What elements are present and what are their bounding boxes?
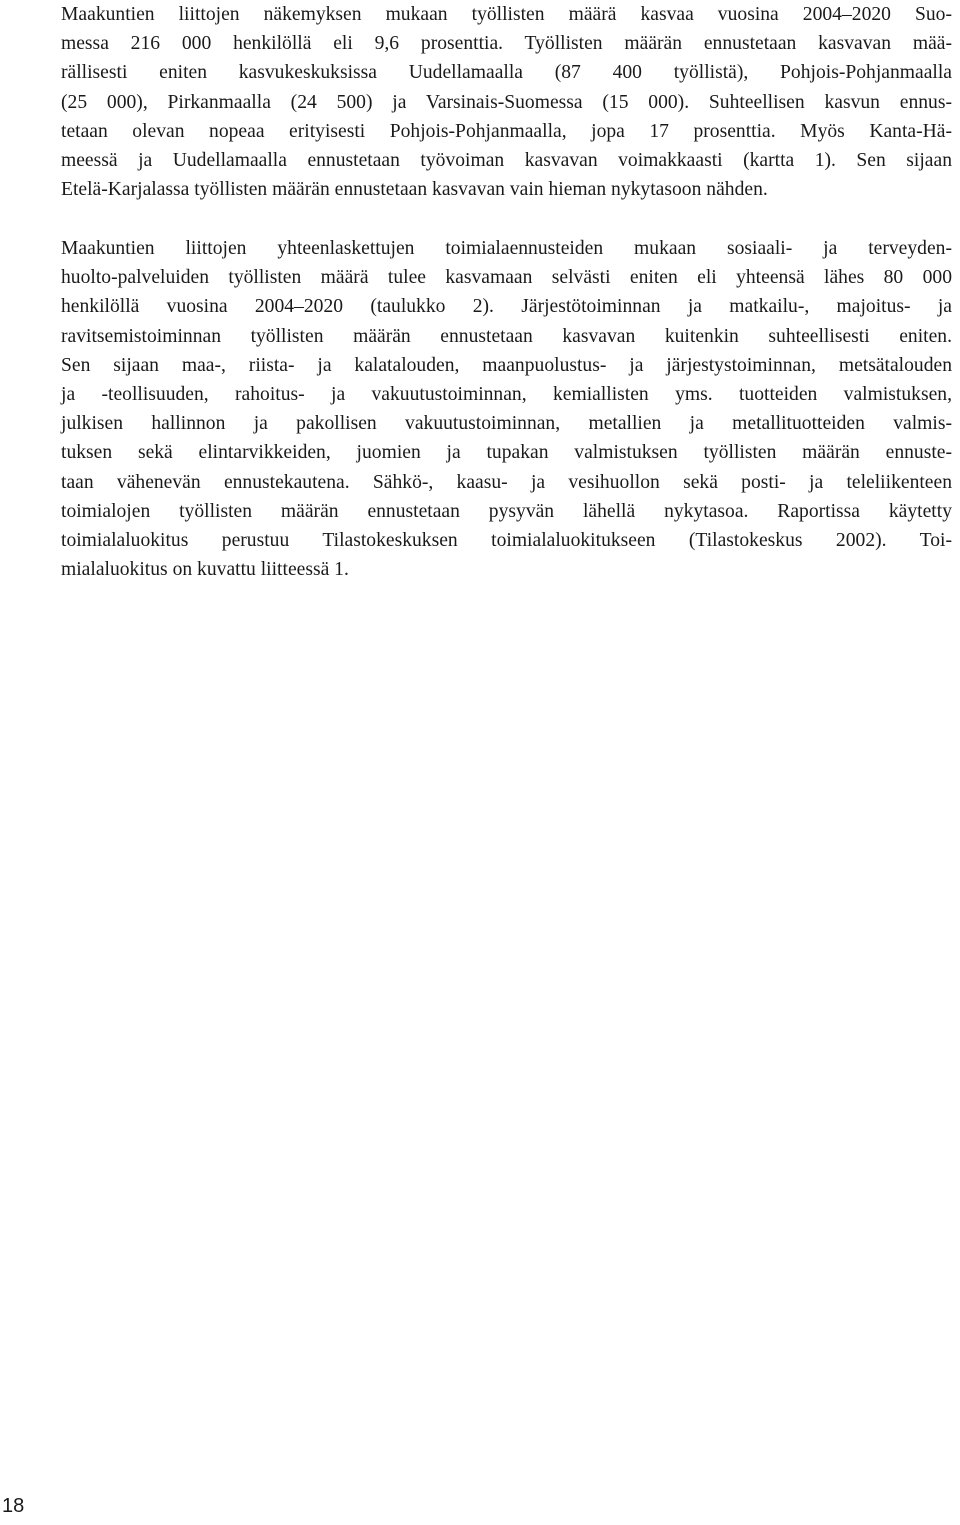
text-line: (25 000), Pirkanmaalla (24 500) ja Varsinais-Suomessa (15 000). Suhteellisen kasvun ennus- [61,91,952,113]
text-line: tuksen sekä elintarvikkeiden, juomien ja tupakan valmistuksen työllisten määrän ennuste- [61,442,952,464]
text-line: mialaluokitus on kuvattu liitteessä 1. [61,559,349,581]
text-line: Sen sijaan maa-, riista- ja kalatalouden, maanpuolustus- ja järjestystoiminnan, metsätalouden [61,354,952,376]
text-line: meessä ja Uudellamaalla ennustetaan työvoiman kasvavan voimakkaasti (kartta 1). Sen sijaan [61,150,952,172]
text-line: Etelä-Karjalassa työllisten määrän ennustetaan kasvavan vain hieman nykytasoon nähden. [61,179,768,201]
text-line: ravitsemistoiminnan työllisten määrän ennustetaan kasvavan kuitenkin suhteellisesti eniten. [61,325,952,347]
text-line: tetaan olevan nopeaa erityisesti Pohjois-Pohjanmaalla, jopa 17 prosenttia. Myös Kanta-Hä- [61,120,952,142]
paragraph-industry-forecast [61,234,952,584]
text-line: huolto-palveluiden työllisten määrä tulee kasvamaan selvästi eniten eli yhteensä lähes 80 000 [61,267,952,289]
text-line: toimialaluokitus perustuu Tilastokeskuksen toimialaluokitukseen (Tilastokeskus 2002). Toi- [61,530,952,552]
paragraph-employment-growth [61,0,952,204]
text-line: taan vähenevän ennustekautena. Sähkö-, kaasu- ja vesihuollon sekä posti- ja teleliikenteen [61,471,952,493]
text-line: ja -teollisuuden, rahoitus- ja vakuutustoiminnan, kemiallisten yms. tuotteiden valmistuksen, [61,384,952,406]
text-line: Maakuntien liittojen näkemyksen mukaan työllisten määrä kasvaa vuosina 2004–2020 Suo- [61,4,952,25]
text-line: henkilöllä vuosina 2004–2020 (taulukko 2). Järjestötoiminnan ja matkailu-, majoitus- ja [61,296,952,318]
text-line: rällisesti eniten kasvukeskuksissa Uudellamaalla (87 400 työllistä), Pohjois-Pohjanmaalla [61,62,952,84]
text-line: toimialojen työllisten määrän ennustetaan pysyvän lähellä nykytasoa. Raportissa käytetty [61,500,952,522]
page-number: 18 [2,1495,25,1517]
text-line: messa 216 000 henkilöllä eli 9,6 prosenttia. Työllisten määrän ennustetaan kasvavan mää- [61,33,952,55]
text-line: julkisen hallinnon ja pakollisen vakuutustoiminnan, metallien ja metallituotteiden valmis- [61,413,952,435]
text-line: Maakuntien liittojen yhteenlaskettujen toimialaennusteiden mukaan sosiaali- ja terveyden- [61,238,952,259]
